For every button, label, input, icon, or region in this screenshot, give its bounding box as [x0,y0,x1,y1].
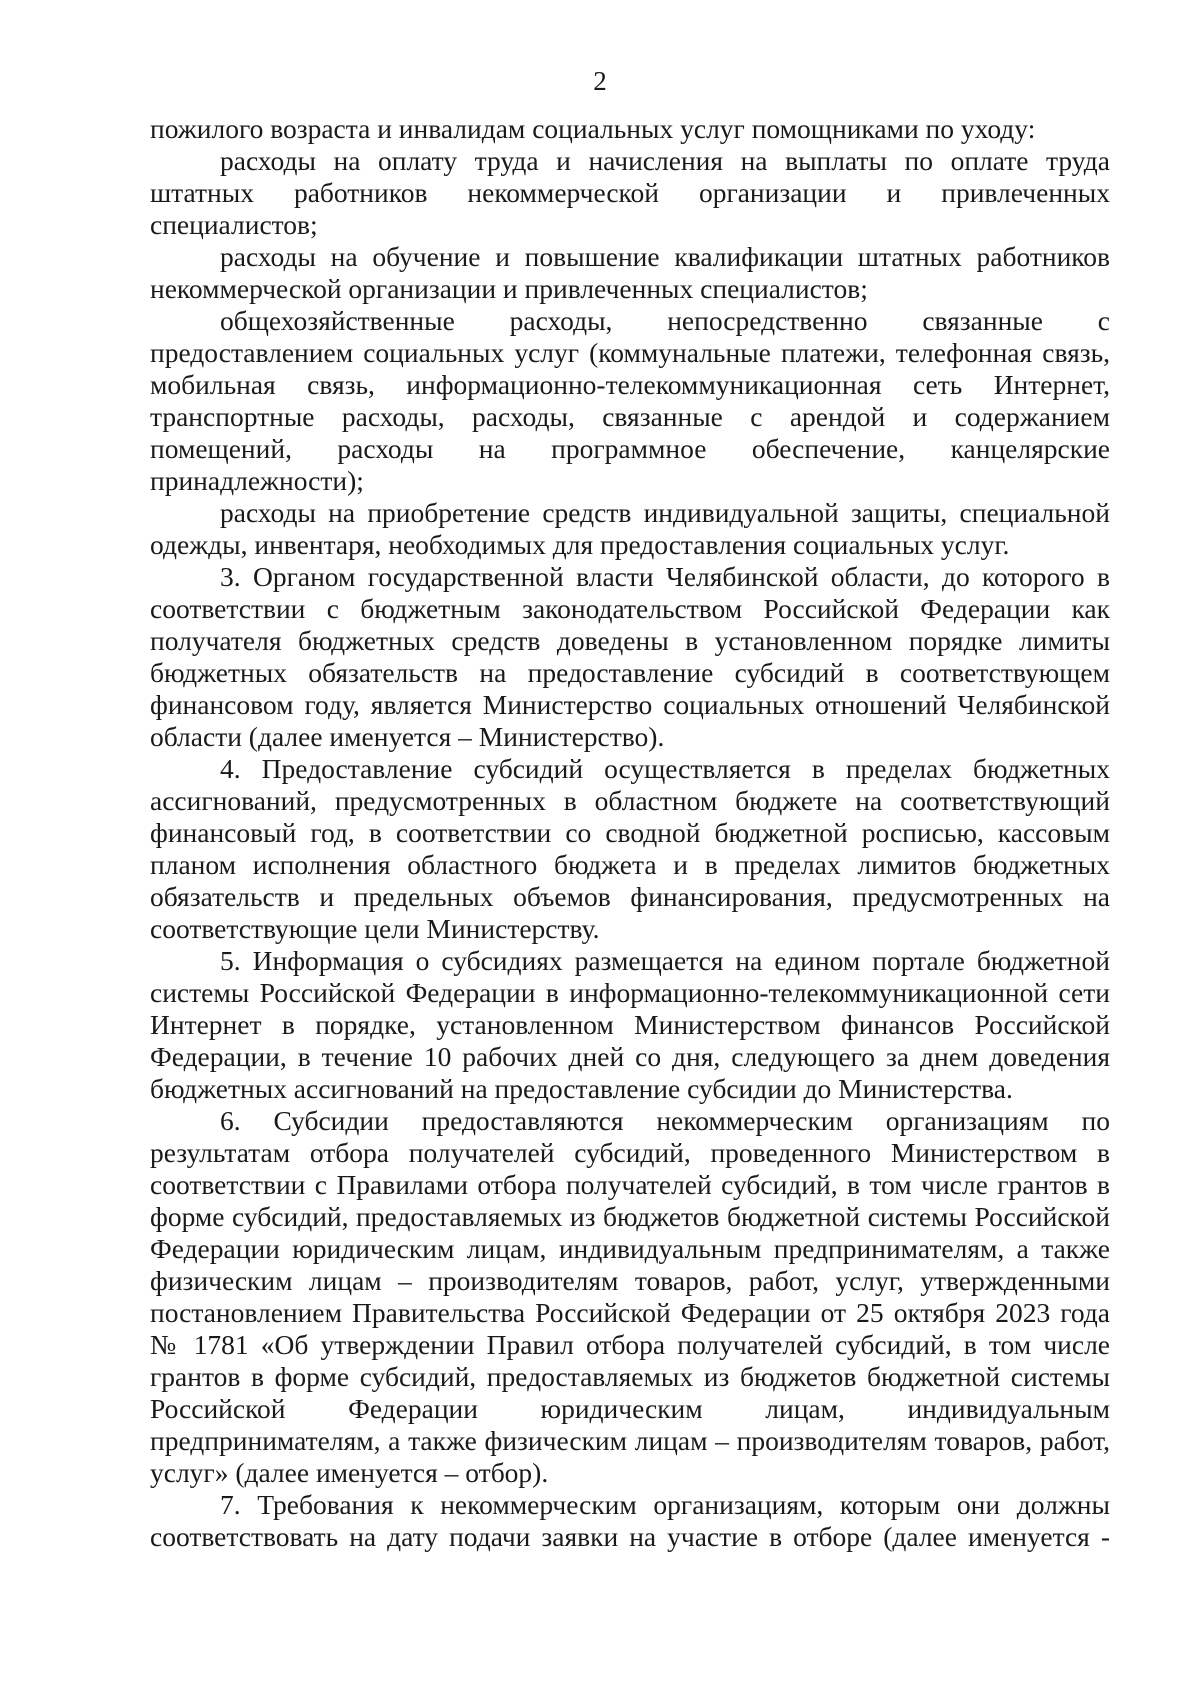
paragraph-expense-equipment: расходы на приобретение средств индивидуальной защиты, специальной одежды, инвентаря, необходимых для предоставления социальных услуг. [150,497,1110,560]
paragraph-item-4: 4. Предоставление субсидий осуществляется в пределах бюджетных ассигнований, предусмотренных в областном бюджете на соответствующий финансовый год, в соответствии со сводной бюджетной росписью, кассовым планом исполнения областного бюджета и в пределах лимитов бюджетных обязательств и предельных объемов финансирования, предусмотренных на соответствующие цели Министерству. [150,753,1110,944]
paragraph-item-7: 7. Требования к некоммерческим организациям, которым они должны соответствовать на дату подачи заявки на участие в отборе (далее именуется - [150,1489,1110,1552]
paragraph-item-5: 5. Информация о субсидиях размещается на едином портале бюджетной системы Российской Федерации в информационно-телекоммуникационной сети Интернет в порядке, установленном Министерством финансов Российской Федерации, в течение 10 рабочих дней со дня, следующего за днем доведения бюджетных ассигнований на предоставление субсидии до Министерства. [150,945,1110,1104]
page-number: 2 [593,66,607,96]
paragraph-item-6: 6. Субсидии предоставляются некоммерческим организациям по результатам отбора получателей субсидий, проведенного Министерством в соответствии с Правилами отбора получателей субсидий, в том числе грантов в форме субсидий, предоставляемых из бюджетов бюджетной системы Российской Федерации юридическим лицам, индивидуальным предпринимателям, а также физическим лицам – производителям товаров, работ, услуг, утвержденными постановлением Правительства Российской Федерации от 25 октября 2023 года № 1781 «Об утверждении Правил отбора получателей субсидий, в том числе грантов в форме субсидий, предоставляемых из бюджетов бюджетной системы Российской Федерации юридическим лицам, индивидуальным предпринимателям, а также физическим лицам – производителям товаров, работ, услуг» (далее именуется – отбор). [150,1105,1110,1488]
paragraph-expense-general: общехозяйственные расходы, непосредственно связанные с предоставлением социальных услуг (коммунальные платежи, телефонная связь, мобильная связь, информационно-телекоммуникационная сеть Интернет, транспортные расходы, расходы, связанные с арендой и содержанием помещений, расходы на программное обеспечение, канцелярские принадлежности); [150,305,1110,496]
paragraph-continuation: пожилого возраста и инвалидам социальных услуг помощниками по уходу: [150,113,1036,144]
paragraph-expense-training: расходы на обучение и повышение квалификации штатных работников некоммерческой организации и привлеченных специалистов; [150,241,1110,304]
paragraph-expense-labor: расходы на оплату труда и начисления на выплаты по оплате труда штатных работников некоммерческой организации и привлеченных специалистов; [150,145,1110,240]
paragraph-item-3: 3. Органом государственной власти Челябинской области, до которого в соответствии с бюджетным законодательством Российской Федерации как получателя бюджетных средств доведены в установленном порядке лимиты бюджетных обязательств на предоставление субсидий в соответствующем финансовом году, является Министерство социальных отношений Челябинской области (далее именуется – Министерство). [150,561,1110,752]
document-body [150,113,1110,1553]
